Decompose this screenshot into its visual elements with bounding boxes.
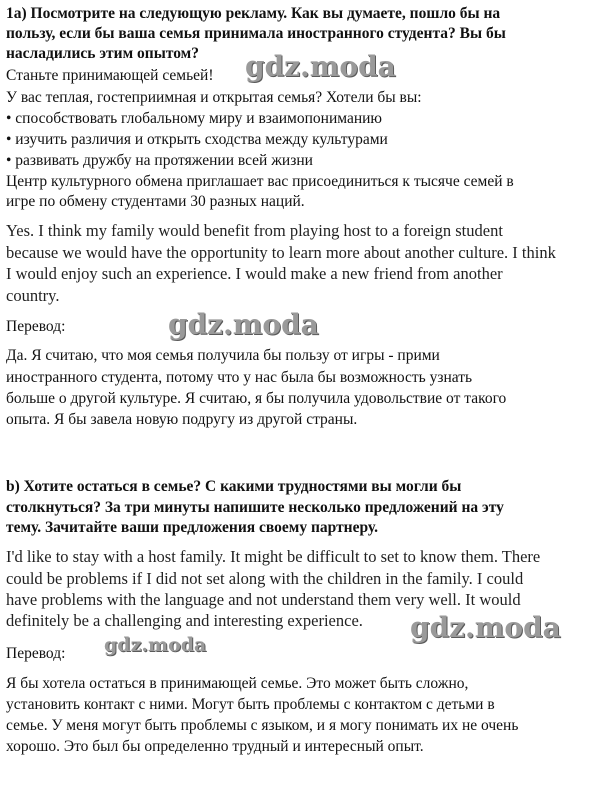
ad-line-3: • способствовать глобальному миру и взаимопониманию bbox=[6, 110, 383, 127]
ad-line-4: • изучить различия и открыть сходства между культурами bbox=[6, 131, 388, 148]
answer-a-ru-line-1: Да. Я считаю, что моя семья получила бы пользу от игры - прими bbox=[6, 347, 440, 364]
answer-b-ru-line-2: установить контакт с ними. Могут быть проблемы с контактом с детьми в bbox=[6, 696, 495, 713]
translation-label-a: Перевод: bbox=[6, 318, 66, 335]
watermark: gdz.moda bbox=[410, 611, 561, 644]
ad-line-2: У вас теплая, гостеприимная и открытая семья? Хотели бы вы: bbox=[6, 89, 422, 106]
question-a-line-1: 1a) Посмотрите на следующую рекламу. Как вы думаете, пошло бы на bbox=[6, 5, 501, 22]
ad-line-5: • развивать дружбу на протяжении всей жизни bbox=[6, 152, 313, 169]
ad-line-6: Центр культурного обмена приглашает вас присоединиться к тысяче семей в bbox=[6, 173, 514, 190]
question-b-line-2: столкнуться? За три минуты напишите несколько предложений на эту bbox=[6, 499, 504, 516]
question-b-line-1: b) Хотите остаться в семье? С какими трудностями вы могли бы bbox=[6, 478, 462, 495]
answer-b-en-line-2: could be problems if I did not set along with the children in the family. I could bbox=[6, 569, 524, 588]
answer-a-en-line-4: country. bbox=[6, 286, 60, 305]
answer-b-en-line-3: have problems with the language and not understand them very well. It would bbox=[6, 590, 521, 609]
answer-b-en-line-4: definitely be a challenging and interesting experience. bbox=[6, 611, 363, 630]
answer-a-en-line-2: because we would have the opportunity to learn more about another culture. I think bbox=[6, 243, 556, 262]
answer-b-ru-line-1: Я бы хотела остаться в принимающей семье. Это может быть сложно, bbox=[6, 675, 469, 692]
answer-b-ru-line-4: хорошо. Это был бы определенно трудный и интересный опыт. bbox=[6, 738, 424, 755]
watermark: gdz.moda bbox=[104, 634, 207, 656]
ad-line-7: игре по обмену студентами 30 разных наций. bbox=[6, 193, 305, 210]
ad-line-1: Станьте принимающей семьей! bbox=[6, 67, 214, 84]
question-a-line-2: пользу, если бы ваша семья принимала иностранного студента? Вы бы bbox=[6, 25, 506, 42]
translation-label-b: Перевод: bbox=[6, 645, 66, 662]
answer-a-en-line-3: I would enjoy such an experience. I would make a new friend from another bbox=[6, 264, 503, 283]
answer-a-en-line-1: Yes. I think my family would benefit from playing host to a foreign student bbox=[6, 221, 503, 240]
answer-b-en-line-1: I'd like to stay with a host family. It might be difficult to set to know them. There bbox=[6, 547, 541, 566]
answer-a-ru-line-3: больше о другой культуре. Я считаю, я бы получила удовольствие от такого bbox=[6, 390, 507, 407]
watermark: gdz.moda bbox=[168, 308, 319, 341]
answer-a-ru-line-2: иностранного студента, потому что у нас была бы возможность узнать bbox=[6, 369, 473, 386]
question-b-line-3: тему. Зачитайте ваши предложения своему партнеру. bbox=[6, 519, 378, 536]
answer-b-ru-line-3: семье. У меня могут быть проблемы с языком, и я могу понимать их не очень bbox=[6, 717, 519, 734]
watermark: gdz.moda bbox=[245, 50, 396, 83]
question-a-line-3: насладились этим опытом? bbox=[6, 45, 199, 62]
answer-a-ru-line-4: опыта. Я бы завела новую подругу из другой страны. bbox=[6, 411, 358, 428]
